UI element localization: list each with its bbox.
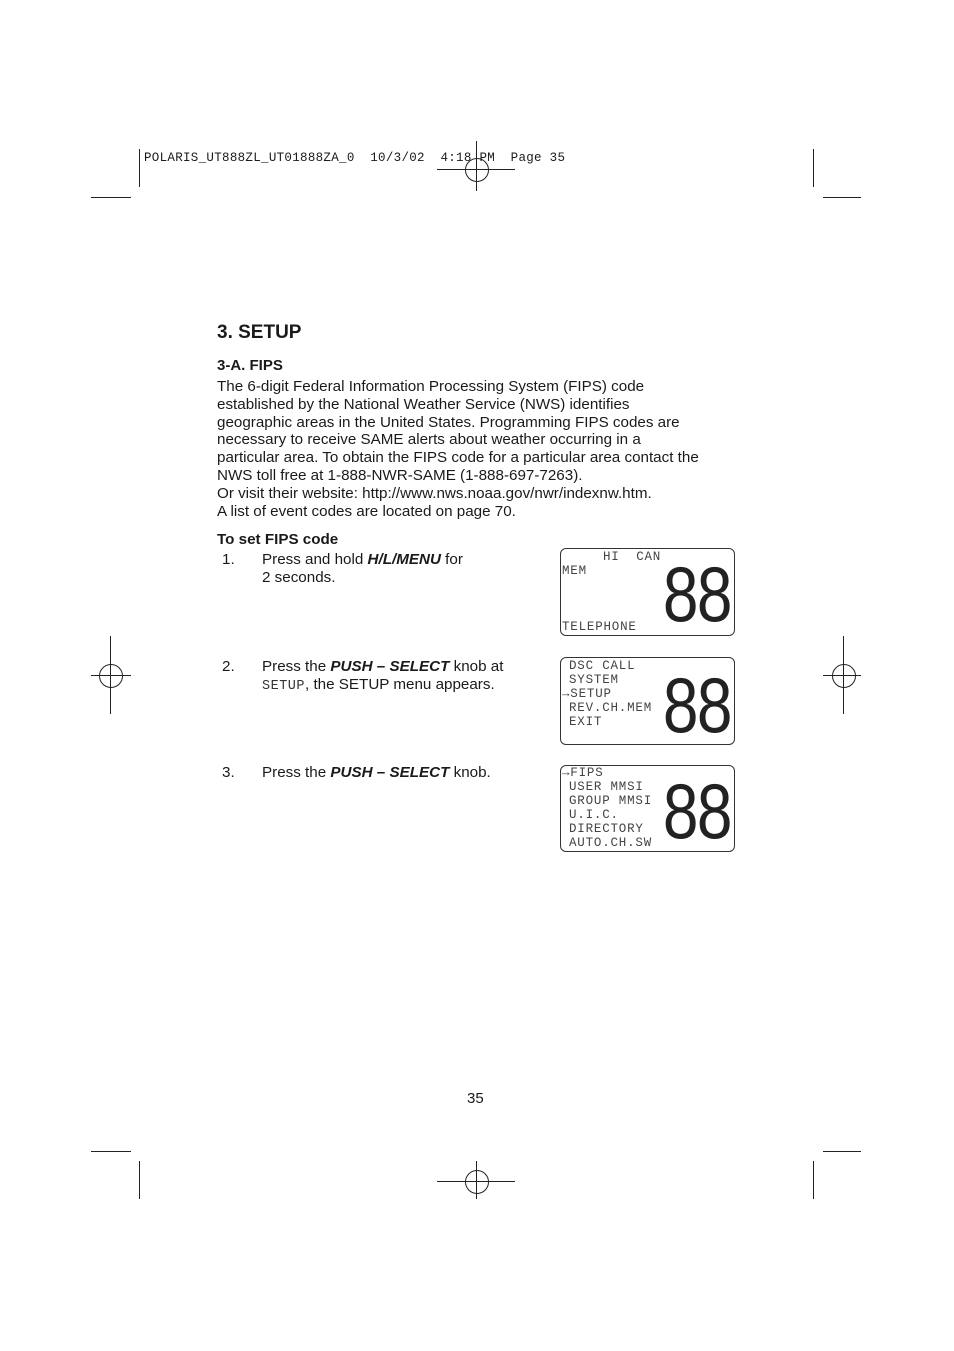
crop-mark bbox=[823, 197, 861, 198]
channel-digits: 88 bbox=[663, 661, 731, 749]
crop-mark bbox=[813, 1161, 814, 1199]
lcd-menu-item: SYSTEM bbox=[569, 673, 619, 687]
step-number: 3. bbox=[222, 764, 235, 781]
intro-line: geographic areas in the United States. Programming FIPS codes are bbox=[217, 413, 680, 431]
crop-mark bbox=[139, 149, 140, 187]
intro-line: A list of event codes are located on page 70. bbox=[217, 502, 516, 520]
intro-line: established by the National Weather Service (NWS) identifies bbox=[217, 395, 630, 413]
crop-mark bbox=[91, 1151, 131, 1152]
lcd-text: SETUP bbox=[262, 679, 306, 694]
lcd-menu-item: REV.CH.MEM bbox=[569, 701, 653, 715]
lcd-menu-item: AUTO.CH.SW bbox=[569, 836, 653, 850]
lcd-menu-item: USER MMSI bbox=[569, 780, 644, 794]
crop-mark bbox=[139, 1161, 140, 1199]
key-name: PUSH – SELECT bbox=[330, 764, 450, 781]
key-name: PUSH – SELECT bbox=[330, 658, 450, 675]
lcd-menu-item-selected: →FIPS bbox=[562, 766, 604, 780]
procedure-title: To set FIPS code bbox=[217, 531, 339, 548]
step-number: 1. bbox=[222, 551, 235, 568]
step-number: 2. bbox=[222, 658, 235, 675]
intro-paragraph bbox=[217, 378, 757, 520]
print-slug: POLARIS_UT888ZL_UT01888ZA_0 10/3/02 4:18 PM Page 35 bbox=[144, 151, 566, 165]
lcd-menu-item: EXIT bbox=[569, 715, 603, 729]
lcd-display-3 bbox=[560, 765, 735, 855]
section-title: 3. SETUP bbox=[217, 322, 302, 343]
lcd-menu-item-selected: →SETUP bbox=[562, 687, 612, 701]
intro-line: NWS toll free at 1-888-NWR-SAME (1-888-697-7263). bbox=[217, 466, 583, 484]
intro-line: necessary to receive SAME alerts about weather occurring in a bbox=[217, 431, 641, 449]
intro-line: particular area. To obtain the FIPS code for a particular area contact the bbox=[217, 449, 699, 467]
crop-mark bbox=[91, 197, 131, 198]
key-name: H/L/MENU bbox=[367, 551, 441, 568]
channel-digits: 88 bbox=[663, 767, 731, 855]
lcd-menu-item: DSC CALL bbox=[569, 659, 636, 673]
lcd-display-2 bbox=[560, 657, 735, 749]
lcd-menu-item: U.I.C. bbox=[569, 808, 619, 822]
lcd-menu-item: DIRECTORY bbox=[569, 822, 644, 836]
crop-mark bbox=[823, 1151, 861, 1152]
lcd-top-label: HI CAN bbox=[603, 550, 662, 564]
intro-line: Or visit their website: http://www.nws.noaa.gov/nwr/indexnw.htm. bbox=[217, 484, 652, 502]
lcd-display-1 bbox=[560, 548, 735, 636]
lcd-mem-label: MEM bbox=[562, 564, 587, 578]
page-number: 35 bbox=[467, 1090, 484, 1107]
lcd-menu-item: GROUP MMSI bbox=[569, 794, 653, 808]
subsection-title: 3-A. FIPS bbox=[217, 357, 283, 374]
channel-digits: 88 bbox=[663, 550, 731, 638]
lcd-bottom-label: TELEPHONE bbox=[562, 620, 637, 634]
intro-line: The 6-digit Federal Information Processing System (FIPS) code bbox=[217, 378, 645, 395]
crop-mark bbox=[813, 149, 814, 187]
